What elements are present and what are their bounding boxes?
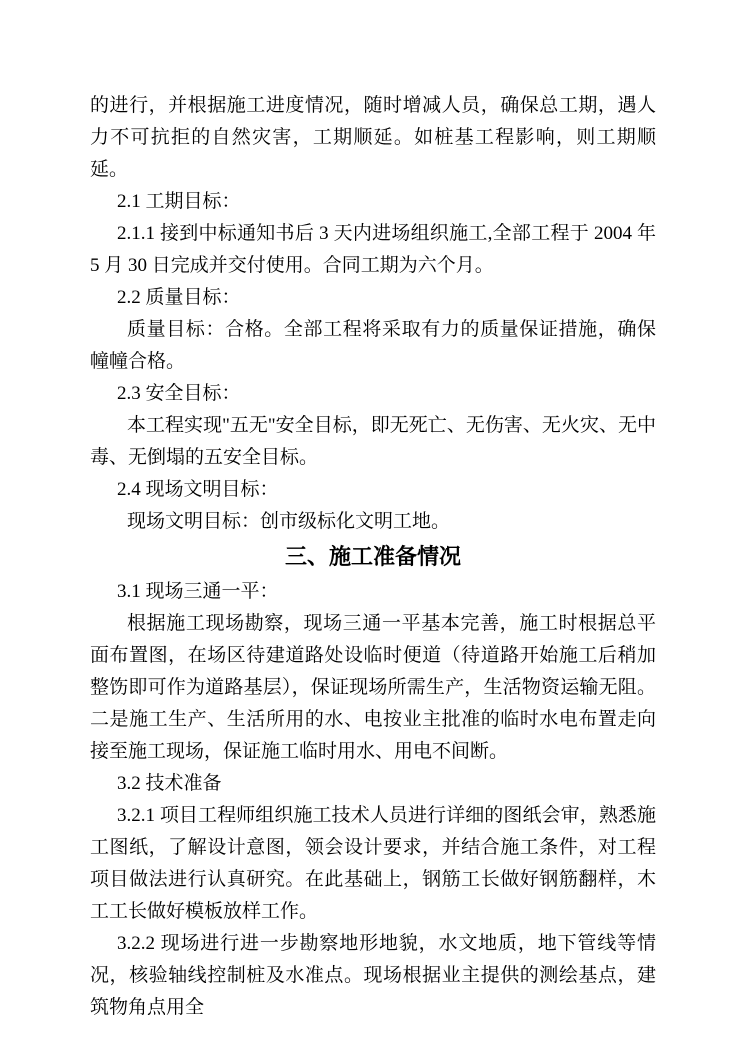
subsection-heading-2-2: 2.2 质量目标： (117, 287, 241, 308)
paragraph-2-1-1: 2.1.1 接到中标通知书后 3 天内进场组织施工,全部工程于 2004 年 5 月 30 日完成并交付使用。合同工期为六个月。 (90, 223, 656, 276)
paragraph-quality-goal: 质量目标：合格。全部工程将采取有力的质量保证措施，确保幢幢合格。 (90, 319, 656, 372)
paragraph-continuation: 的进行，并根据施工进度情况，随时增减人员，确保总工期，遇人力不可抗拒的自然灾害，工期顺延。如桩基工程影响，则工期顺延。 (90, 95, 656, 180)
subsection-heading-3-2: 3.2 技术准备 (117, 773, 222, 794)
section-heading: 三、施工准备情况 (284, 544, 461, 569)
subsection-heading-2-4: 2.4 现场文明目标： (117, 479, 279, 500)
subsection-heading-2-3: 2.3 安全目标： (117, 383, 241, 404)
subsection-heading-3-1: 3.1 现场三通一平： (117, 581, 279, 602)
subsection-heading-2-1: 2.1 工期目标： (117, 191, 241, 212)
paragraph-3-2-2: 3.2.2 现场进行进一步勘察地形地貌，水文地质，地下管线等情况，核验轴线控制桩及水准点。现场根据业主提供的测绘基点，建筑物角点用全 (90, 933, 656, 1018)
paragraph-3-2-1: 3.2.1 项目工程师组织施工技术人员进行详细的图纸会审，熟悉施工图纸，了解设计意图，领会设计要求，并结合施工条件，对工程项目做法进行认真研究。在此基础上，钢筋工长做好钢筋翻样，木工工长做好模板放样工作。 (90, 805, 656, 922)
paragraph-safety-goal: 本工程实现"五无"安全目标，即无死亡、无伤害、无火灾、无中毒、无倒塌的五安全目标。 (90, 415, 656, 468)
paragraph-site-civilization-goal: 现场文明目标：创市级标化文明工地。 (127, 511, 451, 532)
paragraph-site-survey: 根据施工现场勘察，现场三通一平基本完善，施工时根据总平面布置图，在场区待建道路处设临时便道（待道路开始施工后稍加整饬即可作为道路基层），保证现场所需生产，生活物资运输无阻。二是施工生产、生活所用的水、电按业主批准的临时水电布置走向接至施工现场，保证施工临时用水、用电不间断。 (90, 613, 656, 762)
